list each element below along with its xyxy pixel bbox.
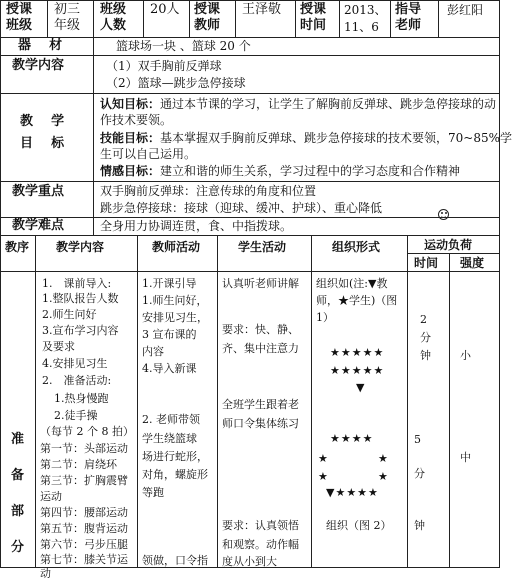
mentor-value-cell [439, 0, 500, 38]
form-col-cell [312, 272, 408, 568]
goal-skill-title: 技能目标： [100, 131, 161, 145]
student-line: 齐、集中注意力 [222, 342, 299, 355]
teacher-line: 领做，口令指 [142, 554, 208, 567]
student-stars-row: ★★★★★ [330, 364, 385, 377]
content-label-cell [0, 56, 94, 94]
th-intensity-cell [450, 254, 500, 272]
content-line: 第一节：头部运动 [40, 442, 128, 455]
content-item-2: （2）篮球—跳步急停接球 [106, 76, 246, 90]
content-line: 及要求 [42, 340, 75, 353]
time-label-cell [296, 0, 340, 38]
content-line: 动 [40, 567, 51, 580]
content-line: 第三节：扩胸震臂 [40, 474, 128, 487]
time-value: 2013、 11、6 [344, 3, 387, 34]
teacher-marker-icon: ▼ [356, 381, 366, 394]
content-line: 第四节：腰部运动 [40, 506, 128, 519]
form-line: 师，★学生)（图 [316, 294, 398, 307]
form-line: 组织如(注:▼教 [316, 277, 388, 290]
teacher-line: 场进行蛇形， [142, 450, 208, 463]
equipment-value: 篮球场一块 、篮球 20 个 [116, 39, 251, 53]
goal-cognitive-text-2: 作技术要领。 [100, 113, 173, 127]
th-form-cell [312, 236, 408, 272]
time-value: 分 [420, 331, 431, 344]
student-line: 度从小到大 [222, 555, 277, 568]
difficulty-value-cell [94, 218, 500, 236]
time-label: 授课 时间 [300, 2, 327, 33]
student-star-icon: ★ [318, 452, 329, 465]
equipment-value-cell [94, 38, 500, 56]
content-col-cell [36, 272, 138, 580]
th-order: 教序 [5, 240, 30, 254]
section-char-2: 备 [11, 468, 25, 483]
content-item-1: （1）双手胸前反弹球 [106, 59, 222, 73]
th-student: 学生活动 [238, 240, 287, 254]
goal-emotion-title: 情感目标： [100, 164, 161, 178]
content-line: 2.徒手操 [54, 409, 98, 422]
grade-label: 授课 班级 [6, 2, 33, 33]
content-line: 第二节：肩绕环 [40, 458, 117, 471]
content-line: 第五节：腹背运动 [40, 522, 128, 535]
grade-value-cell [48, 0, 94, 38]
teacher-line: 4.导入新课 [142, 362, 197, 375]
teacher-line: 2. 老师带领 [142, 413, 200, 426]
student-line: 要求：快、静、 [222, 323, 299, 336]
teacher-line: 学生绕篮球 [142, 432, 197, 445]
time-col-cell [408, 272, 450, 568]
form-line: 1） [316, 311, 334, 324]
student-star-icon: ★ [378, 470, 389, 483]
difficulty-label: 教学难点 [12, 218, 65, 233]
content-line: 4.安排见习生 [42, 357, 108, 370]
teacher-value: 王泽敬 [242, 2, 282, 17]
th-time: 时间 [414, 256, 439, 270]
keypoints-label-cell [0, 182, 94, 218]
th-student-cell [218, 236, 312, 272]
goal-skill-text-1: 基本掌握双手胸前反弹球、跳步急停接球的技术要领，70~85%学 [160, 131, 512, 145]
teacher-label-cell [190, 0, 236, 38]
size-label-cell [94, 0, 144, 38]
content-line: 1. 课前导入: [42, 277, 112, 290]
th-intensity: 强度 [460, 256, 485, 270]
goals-label-cell [0, 94, 94, 182]
time-value: 钟 [420, 349, 431, 362]
student-line: 要求：认真领悟 [222, 519, 299, 532]
time-value: 钟 [414, 519, 425, 532]
teacher-line: 对角，螺旋形 [142, 468, 208, 481]
time-value: 分 [414, 467, 425, 480]
content-line: 1.热身慢跑 [54, 392, 109, 405]
goal-cognitive-line-1 [100, 96, 496, 112]
content-line: 3.宣布学习内容 [42, 324, 119, 337]
goal-emotion-line [100, 163, 460, 179]
th-content-cell [36, 236, 138, 272]
keypoints-label: 教学重点 [12, 184, 65, 199]
teacher-line: 3 宣布课的 [142, 328, 197, 341]
teacher-value-cell [236, 0, 296, 38]
th-load-cell [408, 236, 500, 254]
student-stars-row: ▼★★★★ [326, 486, 379, 499]
th-teacher: 教师活动 [152, 240, 201, 254]
teacher-line: 等跑 [142, 486, 164, 499]
th-load: 运动负荷 [424, 238, 473, 252]
content-label: 教学内容 [12, 58, 65, 73]
intensity-col-cell [450, 272, 500, 568]
mentor-label: 指导 老师 [395, 2, 422, 33]
content-line: （每节 2 个 8 拍） [40, 425, 134, 438]
content-line: 第六节：弓步压腿 [40, 538, 128, 551]
content-line: 2.师生问好 [42, 308, 97, 321]
goal-skill-line-1 [100, 130, 512, 146]
teacher-line: 安排见习生， [142, 311, 208, 324]
student-line: 和观察。动作幅 [222, 538, 299, 551]
size-value: 20人 [150, 2, 180, 17]
th-form: 组织形式 [332, 240, 381, 254]
goals-label-2: 目 标 [20, 136, 65, 151]
mentor-label-cell [391, 0, 439, 38]
th-teacher-cell [138, 236, 218, 272]
content-line: 第七节：膝关节运 [40, 553, 128, 566]
section-char-1: 准 [11, 432, 25, 447]
intensity-value: 小 [460, 349, 471, 362]
goal-cognitive-title: 认知目标： [100, 97, 161, 111]
time-value-cell [340, 0, 391, 38]
keypoints-line-1: 双手胸前反弹球：注意传球的角度和位置 [100, 184, 317, 198]
size-value-cell [144, 0, 190, 38]
student-star-icon: ★ [378, 452, 389, 465]
student-col-cell [218, 272, 312, 568]
th-time-cell [408, 254, 450, 272]
content-line: 2. 准备活动: [42, 374, 112, 387]
section-name-cell [0, 272, 36, 568]
content-line: 1.整队报告人数 [42, 292, 119, 305]
goal-emotion-text: 建立和谐的师生关系，学习过程中的学习态度和合作精神 [160, 164, 461, 178]
goals-label-1: 教 学 [20, 114, 65, 129]
time-value: 5 [414, 433, 421, 446]
teacher-label: 授课 教师 [194, 2, 221, 33]
difficulty-label-cell [0, 218, 94, 236]
goal-skill-text-2: 生可以自己运用。 [100, 147, 197, 161]
student-stars-row: ★★★★ [330, 432, 374, 445]
student-stars-row: ★★★★★ [330, 346, 385, 359]
section-char-3: 部 [11, 504, 25, 519]
content-value-cell [94, 56, 500, 94]
content-line: 运动 [40, 490, 62, 503]
grade-value: 初三 年级 [54, 2, 81, 33]
equipment-label: 器 材 [18, 38, 63, 53]
difficulty-value: 全身用力协调连贯，食、中指拨球。 [100, 219, 293, 233]
keypoints-line-2: 跳步急停接球：接球（迎球、缓冲、护球）、重心降低 [100, 201, 383, 215]
form-fig2-label: 组织（图 2） [326, 519, 392, 532]
equipment-label-cell [0, 38, 94, 56]
student-line: 全班学生跟着老 [222, 398, 299, 411]
th-content: 教学内容 [56, 240, 105, 254]
th-order-cell [0, 236, 36, 272]
teacher-line: 内容 [142, 345, 164, 358]
size-label: 班级 人数 [100, 2, 127, 33]
student-line: 认真听老师讲解 [222, 277, 299, 290]
teacher-col-cell [138, 272, 218, 568]
goals-value-cell [94, 94, 512, 182]
student-star-icon: ★ [318, 470, 329, 483]
student-line: 师口令集体练习 [222, 417, 299, 430]
section-char-4: 分 [11, 540, 25, 555]
grade-label-cell [0, 0, 48, 38]
teacher-line: 1.开课引导 [142, 277, 197, 290]
intensity-value: 中 [460, 451, 471, 464]
teacher-line: 1.师生问好， [142, 294, 208, 307]
goal-cognitive-text-1: 通过本节课的学习，让学生了解胸前反弹球、跳步急停接球的动 [160, 97, 497, 111]
time-value: 2 [420, 313, 427, 326]
mentor-value: 彭红阳 [447, 3, 484, 17]
